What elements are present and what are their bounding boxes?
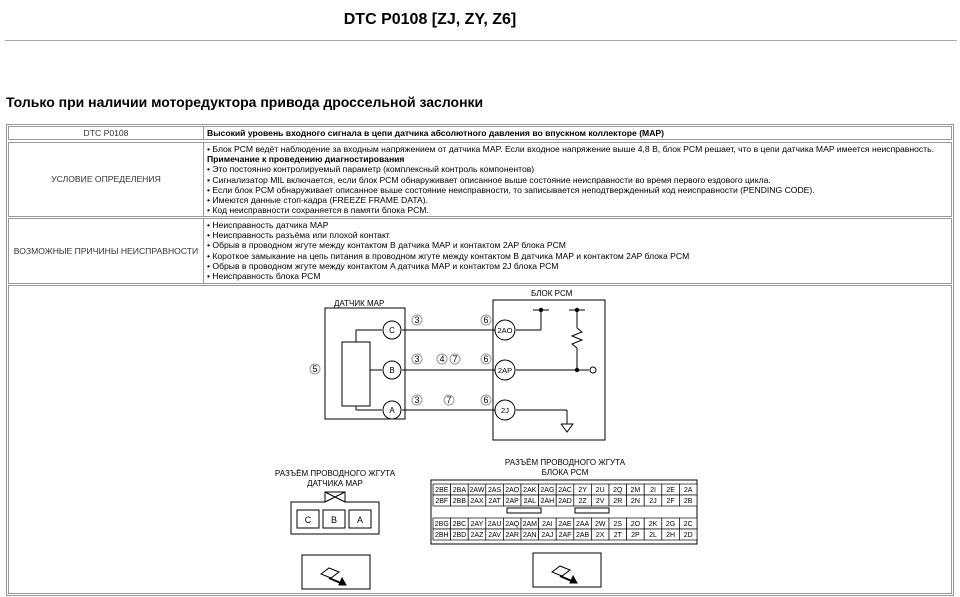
pcm-connector-pin-label: 2AB xyxy=(575,532,590,540)
pcm-pin-2ap-label: 2AP xyxy=(497,366,513,375)
pcm-connector-latch xyxy=(575,508,609,513)
pcm-connector-pin-label: 2AO xyxy=(505,487,520,495)
condition-line: • Сигнализатор MIL включается, если блок PCM обнаруживает описанное выше состояние неисправности во время первого ездового цикла. xyxy=(207,174,771,185)
pcm-connector-pin-label: 2AF xyxy=(558,532,572,540)
pcm-connector-latch xyxy=(507,508,541,513)
sensor-connector xyxy=(291,492,379,534)
sensor-pin-b-label: B xyxy=(389,366,395,375)
condition-note-heading: Примечание к проведению диагностирования xyxy=(207,154,405,165)
pcm-connector-pin-label: 2BC xyxy=(452,521,467,529)
pcm-connector-pin-label: 2AI xyxy=(542,521,553,529)
pcm-connector-pin-label: 2Y xyxy=(578,487,587,495)
pcm-connector-pin-label: 2AZ xyxy=(470,532,484,540)
pcm-connector-pin-label: 2BE xyxy=(435,487,449,495)
pcm-connector-pin-label: 2K xyxy=(648,521,658,529)
sensor-pin-a-label: A xyxy=(389,406,395,415)
pcm-connector-pin-label: 2S xyxy=(613,521,623,529)
pcm-connector-view-icon xyxy=(533,553,601,587)
pcm-connector-pin-label: 2AJ xyxy=(541,532,554,540)
pcm-connector-pin-label: 2AE xyxy=(558,521,572,529)
pcm-connector-pin-label: 2AR xyxy=(505,532,520,540)
pcm-connector-pin-label: 2D xyxy=(683,532,693,540)
pcm-connector-pin-label: 2BH xyxy=(434,532,449,540)
pcm-connector-pin-label: 2AG xyxy=(540,487,555,495)
callout-7: 7 xyxy=(452,354,458,364)
pcm-connector-pin-label: 2C xyxy=(683,521,693,529)
pcm-connector-pin-label: 2F xyxy=(666,498,675,506)
sensor-connector-title: ДАТЧИКА MAP xyxy=(307,479,363,488)
pcm-connector-pin-label: 2AC xyxy=(558,487,572,495)
cause-item: • Неисправность разъёма или плохой контакт xyxy=(207,230,390,241)
pcm-connector-pin-label: 2BF xyxy=(435,498,449,506)
pcm-connector-pin-label: 2U xyxy=(595,487,605,495)
dtc-table xyxy=(6,124,954,596)
pcm-connector-pin-label: 2W xyxy=(594,521,606,529)
pcm-connector-pin-label: 2T xyxy=(613,532,622,540)
sensor-connector-pin-c: C xyxy=(304,515,312,525)
callout-3: 3 xyxy=(414,354,420,364)
pcm-connector-pin-label: 2N xyxy=(630,498,640,506)
sensor-connector-pin-b: B xyxy=(330,515,338,525)
pcm-connector-pin-label: 2O xyxy=(630,521,641,529)
pcm-label: БЛОК PCM xyxy=(531,289,573,298)
pcm-connector-pin-label: 2AT xyxy=(488,498,501,506)
pcm-connector-pin-label: 2AV xyxy=(488,532,501,540)
sensor-connector-pin-a: A xyxy=(356,515,364,525)
pcm-pin-2ap xyxy=(495,360,515,380)
callout-6: 6 xyxy=(483,315,489,325)
pcm-connector-pin-label: 2J xyxy=(649,498,657,506)
pcm-connector-pin-label: 2AK xyxy=(523,487,537,495)
pcm-connector-title: БЛОКА PCM xyxy=(541,468,589,477)
wiring-diagram-cell xyxy=(8,285,952,594)
condition-label-cell xyxy=(8,142,204,217)
pcm-connector-pin-label: 2AS xyxy=(487,487,502,495)
pcm-connector-pin-label: 2AU xyxy=(487,521,502,529)
sensor-connector-view-icon xyxy=(302,555,370,589)
condition-text-cell xyxy=(203,142,952,217)
sensor-pin-b xyxy=(383,361,401,379)
cause-item: • Короткое замыкание на цепь питания в проводном жгуте между контактом B датчика MAP и контактом 2AP блока PCM xyxy=(207,250,690,261)
condition-line: • Код неисправности сохраняется в памяти блока PCM. xyxy=(207,205,429,216)
pcm-pin-2j-label: 2J xyxy=(501,406,509,415)
condition-line: • Это постоянно контролируемый параметр (комплексный контроль компонентов) xyxy=(207,164,535,175)
pcm-connector-pin-label: 2E xyxy=(666,487,675,495)
pcm-connector-pin-label: 2AP xyxy=(505,498,519,506)
pcm-connector-pin-label: 2A xyxy=(683,487,693,495)
condition-line: • Имеются данные стоп-кадра (FREEZE FRAME DATA). xyxy=(207,195,428,206)
causes-label: ВОЗМОЖНЫЕ ПРИЧИНЫ НЕИСПРАВНОСТИ xyxy=(13,245,199,256)
wiring-diagram xyxy=(9,286,952,594)
pcm-connector-pin-label: 2AX xyxy=(470,498,484,506)
pcm-connector-pin-label: 2BB xyxy=(452,498,467,506)
pcm-connector-title: РАЗЪЁМ ПРОВОДНОГО ЖГУТА xyxy=(504,458,626,467)
pcm-connector-pin-label: 2AW xyxy=(469,487,485,495)
cause-item: • Неисправность датчика MAP xyxy=(207,220,329,230)
callout-5: 5 xyxy=(312,364,318,374)
pcm-connector-pin-label: 2Q xyxy=(613,487,623,495)
cause-item: • Неисправность блока PCM xyxy=(207,271,321,282)
pcm-connector-pin-label: 2V xyxy=(595,498,605,506)
pcm-connector-pin-label: 2H xyxy=(666,532,676,540)
pcm-connector-pin-label: 2AN xyxy=(522,532,537,540)
pcm-connector-pin-label: 2AM xyxy=(522,521,538,529)
cause-item: • Обрыв в проводном жгуте между контактом B датчика MAP и контактом 2AP блока PCM xyxy=(207,240,566,251)
pcm-connector-pin-label: 2M xyxy=(630,487,641,495)
dtc-code-cell xyxy=(8,126,204,140)
condition-line: • Блок PCM ведёт наблюдение за входным напряжением от датчика MAP. Если входное напряжение выше 4,8 В, блок PCM решает, что в цепи датчика MAP имеется неисправность. xyxy=(207,144,934,154)
dtc-description: Высокий уровень входного сигнала в цепи датчика абсолютного давления во впускном коллекторе (MAP) xyxy=(207,128,665,138)
sensor-connector-title: РАЗЪЁМ ПРОВОДНОГО ЖГУТА xyxy=(274,469,396,478)
pcm-connector-pin-label: 2BD xyxy=(452,532,467,540)
pcm-connector-pin-label: 2P xyxy=(631,532,640,540)
pcm-pin-2ao-label: 2AO xyxy=(497,326,513,335)
sensor-pin-a xyxy=(383,401,401,419)
pcm-connector-pin-label: 2B xyxy=(683,498,693,506)
callout-3: 3 xyxy=(414,315,420,325)
pcm-connector-pin-label: 2AY xyxy=(470,521,484,529)
causes-label-cell xyxy=(8,218,204,284)
dtc-code-label: DTC P0108 xyxy=(83,127,129,138)
condition-line: • Если блок PCM обнаруживает описанное выше состояние неисправности, то записывается неподтвержденный код неисправности (PENDING CODE). xyxy=(207,184,815,195)
pcm-connector-pin-label: 2L xyxy=(649,532,657,540)
callout-3: 3 xyxy=(414,395,420,405)
pcm-connector-pin-label: 2BA xyxy=(452,487,467,495)
pcm-connector-pin-label: 2X xyxy=(595,532,605,540)
causes-text-cell xyxy=(203,218,952,284)
page-title: DTC P0108 [ZJ, ZY, Z6] xyxy=(343,11,517,28)
dtc-description-cell xyxy=(203,126,952,140)
callout-6: 6 xyxy=(483,395,489,405)
map-sensor-element xyxy=(342,342,370,406)
pcm-connector-pin-label: 2AH xyxy=(540,498,555,506)
map-sensor-label: ДАТЧИК MAP xyxy=(334,299,385,308)
sensor-pin-c xyxy=(383,321,401,339)
section-heading: Только при наличии моторедуктора привода дроссельной заслонки xyxy=(6,94,484,110)
pcm-connector-pin-label: 2AQ xyxy=(505,521,520,529)
pcm-connector-pin-label: 2AA xyxy=(575,521,590,529)
condition-label: УСЛОВИЕ ОПРЕДЕЛЕНИЯ xyxy=(51,174,161,185)
pcm-pin-2j xyxy=(495,400,515,420)
pcm-connector-pin-label: 2G xyxy=(665,521,676,529)
cause-item: • Обрыв в проводном жгуте между контактом A датчика MAP и контактом 2J блока PCM xyxy=(207,260,559,271)
pcm-connector-pin-label: 2BG xyxy=(434,521,449,529)
callout-4: 4 xyxy=(439,354,445,364)
pcm-connector-pin-label: 2AL xyxy=(523,498,537,506)
pcm-connector-pin-label: 2Z xyxy=(578,498,587,506)
callout-7: 7 xyxy=(446,395,452,405)
sensor-pin-c-label: C xyxy=(389,326,395,335)
pcm-connector-pin-label: 2I xyxy=(650,487,656,495)
pcm-connector-pin-label: 2R xyxy=(613,498,623,506)
pcm-pin-2ao xyxy=(495,320,515,340)
pcm-connector-pin-label: 2AD xyxy=(558,498,572,506)
callout-6: 6 xyxy=(483,354,489,364)
title-divider xyxy=(5,40,957,41)
